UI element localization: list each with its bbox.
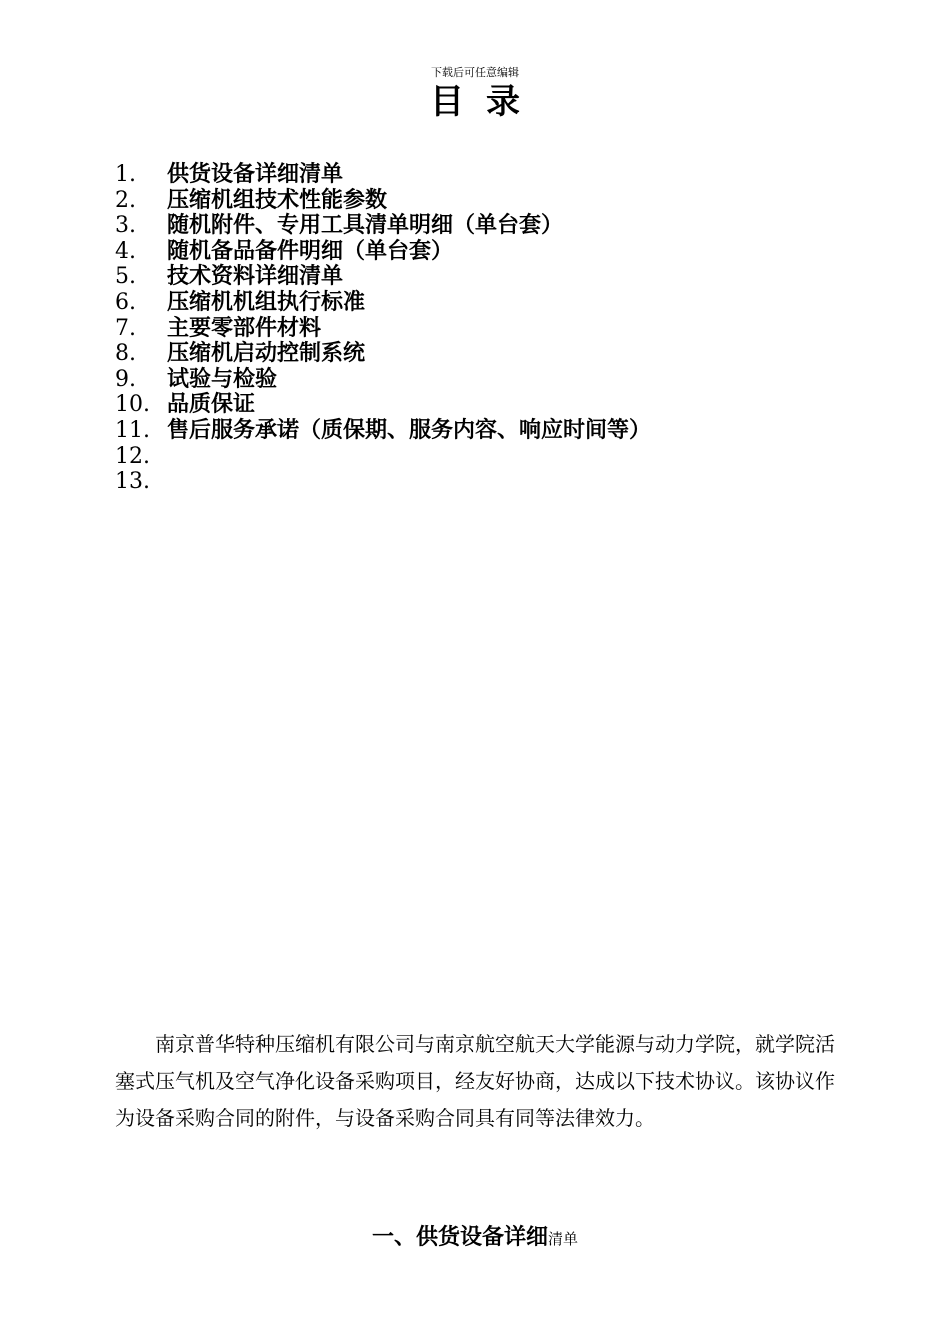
toc-item — [115, 316, 855, 342]
toc-item — [115, 213, 855, 239]
toc-item — [115, 290, 855, 316]
intro-paragraph: 南京普华特种压缩机有限公司与南京航空航天大学能源与动力学院，就学院活塞式压气机及空气净化设备采购项目，经友好协商，达成以下技术协议。该协议作为设备采购合同的附件，与设备采购合同具有同等法律效力。 — [115, 1032, 835, 1130]
toc-item-number: 9. — [115, 366, 136, 392]
toc-item-number: 10. — [115, 392, 150, 418]
toc-item-label: 品质保证 — [167, 391, 256, 418]
toc-item-label: 供货设备详细清单 — [167, 161, 344, 187]
toc-item — [115, 264, 855, 290]
section-heading — [0, 1220, 950, 1256]
toc-item — [115, 469, 855, 495]
toc-item-label: 压缩机组技术性能参数 — [167, 186, 388, 213]
toc-item-label: 压缩机机组执行标准 — [167, 288, 366, 315]
table-of-contents — [115, 162, 855, 495]
toc-item — [115, 341, 855, 367]
toc-item — [115, 418, 855, 444]
toc-item-label — [167, 444, 855, 470]
toc-item — [115, 392, 855, 418]
toc-item-number: 12. — [115, 443, 150, 469]
toc-item-number: 2. — [115, 187, 136, 213]
toc-item — [115, 188, 855, 214]
section-heading-main: 一、供货设备详细 — [371, 1224, 548, 1250]
toc-item-label: 压缩机启动控制系统 — [167, 340, 366, 367]
section-heading-tail: 清单 — [548, 1230, 579, 1248]
toc-item-number: 8. — [115, 341, 136, 367]
toc-item-number: 13. — [115, 469, 150, 495]
toc-item-number: 11. — [115, 417, 150, 443]
watermark-text: 下载后可任意编辑 — [431, 66, 519, 79]
toc-item-number: 7. — [115, 315, 136, 341]
toc-item-label: 随机备品备件明细（单台套） — [167, 237, 454, 264]
toc-item-label — [167, 469, 855, 495]
toc-item-number: 5. — [115, 264, 136, 290]
toc-item-label: 技术资料详细清单 — [167, 263, 344, 290]
toc-item-label: 试验与检验 — [167, 365, 278, 392]
toc-item — [115, 239, 855, 265]
toc-item-number: 3. — [115, 213, 136, 239]
page-title: 目录 — [430, 82, 542, 122]
toc-item-number: 1. — [115, 162, 136, 187]
toc-item-label: 随机附件、专用工具清单明细（单台套） — [167, 212, 564, 239]
toc-item-label: 售后服务承诺（质保期、服务内容、响应时间等） — [167, 416, 652, 443]
toc-item — [115, 444, 855, 470]
toc-item-number: 6. — [115, 289, 136, 315]
toc-item — [115, 162, 855, 188]
toc-item-number: 4. — [115, 238, 136, 264]
toc-item — [115, 367, 855, 393]
toc-item-label: 主要零部件材料 — [167, 314, 322, 341]
